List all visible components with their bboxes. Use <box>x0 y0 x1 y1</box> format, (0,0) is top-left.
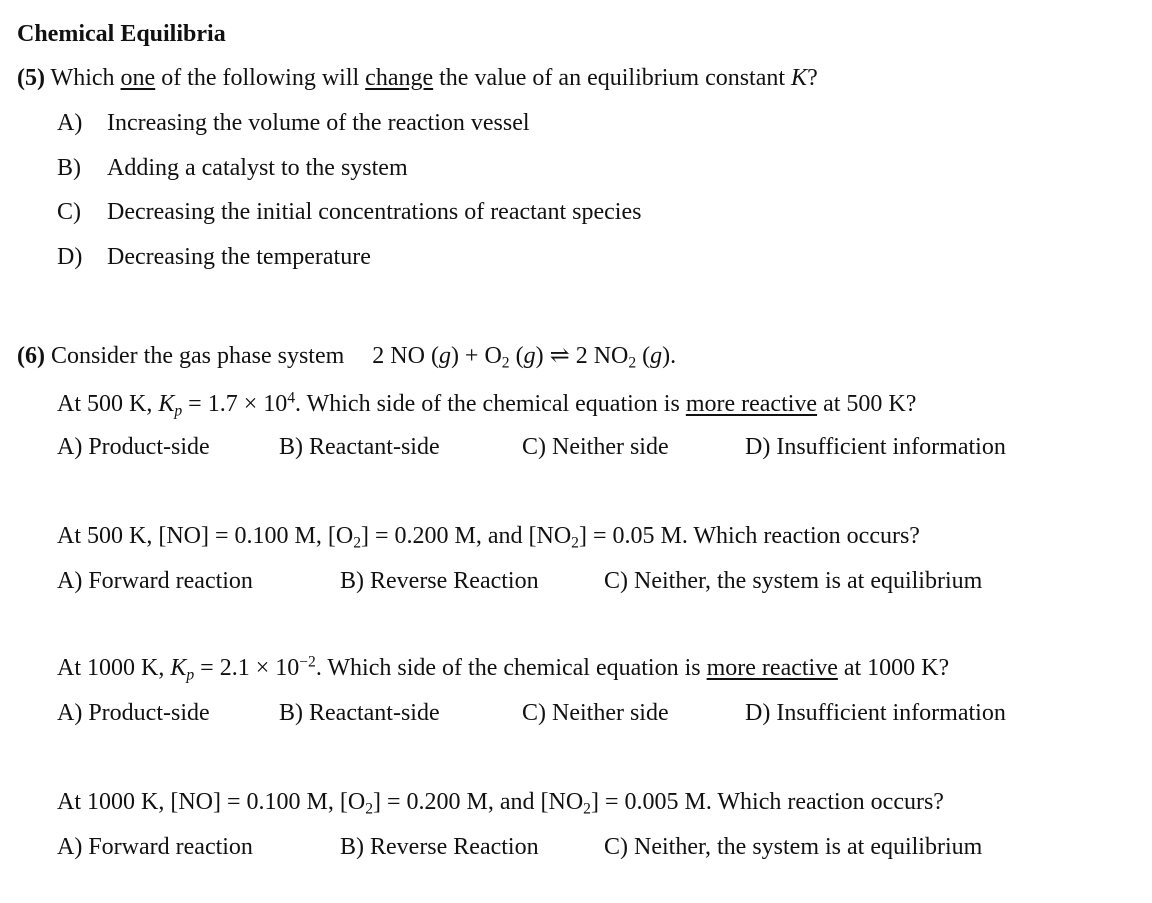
p3-choice-b: B) Reactant-side <box>279 700 440 726</box>
eq-o2-sub: 2 <box>501 354 510 372</box>
q5-option-d-text: Decreasing the temperature <box>107 244 371 270</box>
p3-k: K <box>170 655 187 681</box>
q6-part1-stem <box>57 389 917 420</box>
p3-ksub: p <box>186 666 195 684</box>
p1-choice-d: D) Insufficient information <box>745 434 1006 460</box>
p1-eq: = 1.7 × 10 <box>182 391 288 417</box>
p2-mid: ] = 0.200 M, and [NO <box>360 523 572 549</box>
p2-choice-a: A) Forward reaction <box>57 568 253 594</box>
question-5-stem <box>17 66 818 90</box>
q5-text-2: of the following will <box>155 65 366 91</box>
q5-option-c <box>57 200 641 224</box>
p4-mid: ] = 0.200 M, and [NO <box>372 789 584 815</box>
eq-g-1: g <box>438 343 451 369</box>
p1-choice-b: B) Reactant-side <box>279 434 440 460</box>
q5-option-b <box>57 156 408 180</box>
q5-option-d <box>57 245 371 269</box>
p3-underline: more reactive <box>706 655 838 681</box>
p3-tail: at 1000 K? <box>837 655 950 681</box>
p1-k: K <box>158 391 175 417</box>
p3-pre: At 1000 K, <box>57 655 171 681</box>
q5-option-c-text: Decreasing the initial concentrations of reactant species <box>107 199 642 225</box>
eq-arrow: ) ⇌ 2 NO <box>535 343 629 369</box>
p3-post: . Which side of the chemical equation is <box>315 655 707 681</box>
question-6-number: (6) <box>17 343 45 369</box>
p3-choice-c: C) Neither side <box>522 700 669 726</box>
p2-pre: At 500 K, [NO] = 0.100 M, [O <box>57 523 354 549</box>
p3-eq: = 2.1 × 10 <box>194 655 300 681</box>
p1-choice-c: C) Neither side <box>522 434 669 460</box>
eq-g-2: g <box>523 343 536 369</box>
q6-part3-stem <box>57 653 950 684</box>
p3-choice-d: D) Insufficient information <box>745 700 1006 726</box>
q5-text-3: the value of an equilibrium constant <box>433 65 792 91</box>
p2-choice-c: C) Neither, the system is at equilibrium <box>604 568 983 594</box>
q5-option-a-text: Increasing the volume of the reaction vessel <box>107 110 530 136</box>
q5-option-a-letter: A) <box>57 110 83 136</box>
q5-option-a <box>57 111 530 135</box>
p2-post: ] = 0.05 M. Which reaction occurs? <box>578 523 920 549</box>
p1-exp: 4 <box>287 389 296 407</box>
q6-equation <box>372 343 677 372</box>
p3-choice-a: A) Product-side <box>57 700 210 726</box>
p3-exp: −2 <box>299 653 316 671</box>
p1-choice-a: A) Product-side <box>57 434 210 460</box>
p1-post: . Which side of the chemical equation is <box>295 391 686 417</box>
q5-underline-one: one <box>120 65 156 91</box>
p4-pre: At 1000 K, [NO] = 0.100 M, [O <box>57 789 366 815</box>
eq-part-4: ( <box>636 343 651 369</box>
p2-sub2: 2 <box>571 534 579 552</box>
p1-ksub: p <box>174 402 183 420</box>
eq-end: ). <box>662 343 677 369</box>
q5-text-4: ? <box>807 65 818 91</box>
p4-sub1: 2 <box>365 800 373 818</box>
p1-tail: at 500 K? <box>817 391 917 417</box>
q6-part4-stem <box>57 789 944 818</box>
p2-choice-b: B) Reverse Reaction <box>340 568 539 594</box>
p4-choice-a: A) Forward reaction <box>57 834 253 860</box>
eq-part-2: ) + O <box>450 343 502 369</box>
q5-option-b-letter: B) <box>57 155 81 181</box>
q6-part2-stem <box>57 523 920 552</box>
p1-pre: At 500 K, <box>57 391 159 417</box>
q5-option-d-letter: D) <box>57 244 83 270</box>
q5-text-1: Which <box>44 65 121 91</box>
eq-g-3: g <box>650 343 663 369</box>
eq-part-3: ( <box>509 343 524 369</box>
q5-underline-change: change <box>365 65 434 91</box>
q6-intro: Consider the gas phase system <box>44 343 345 369</box>
p1-underline: more reactive <box>685 391 818 417</box>
q5-option-b-text: Adding a catalyst to the system <box>107 155 408 181</box>
p4-choice-b: B) Reverse Reaction <box>340 834 539 860</box>
question-6-stem <box>17 343 677 372</box>
p4-choice-c: C) Neither, the system is at equilibrium <box>604 834 983 860</box>
page-title: Chemical Equilibria <box>17 21 226 47</box>
p4-sub2: 2 <box>583 800 591 818</box>
p4-post: ] = 0.005 M. Which reaction occurs? <box>590 789 944 815</box>
question-5-number: (5) <box>17 65 45 91</box>
p2-sub1: 2 <box>353 534 361 552</box>
eq-part-1: 2 NO ( <box>372 343 439 369</box>
eq-no2-sub: 2 <box>628 354 637 372</box>
q5-option-c-letter: C) <box>57 199 81 225</box>
q5-k-symbol: K <box>791 65 808 91</box>
